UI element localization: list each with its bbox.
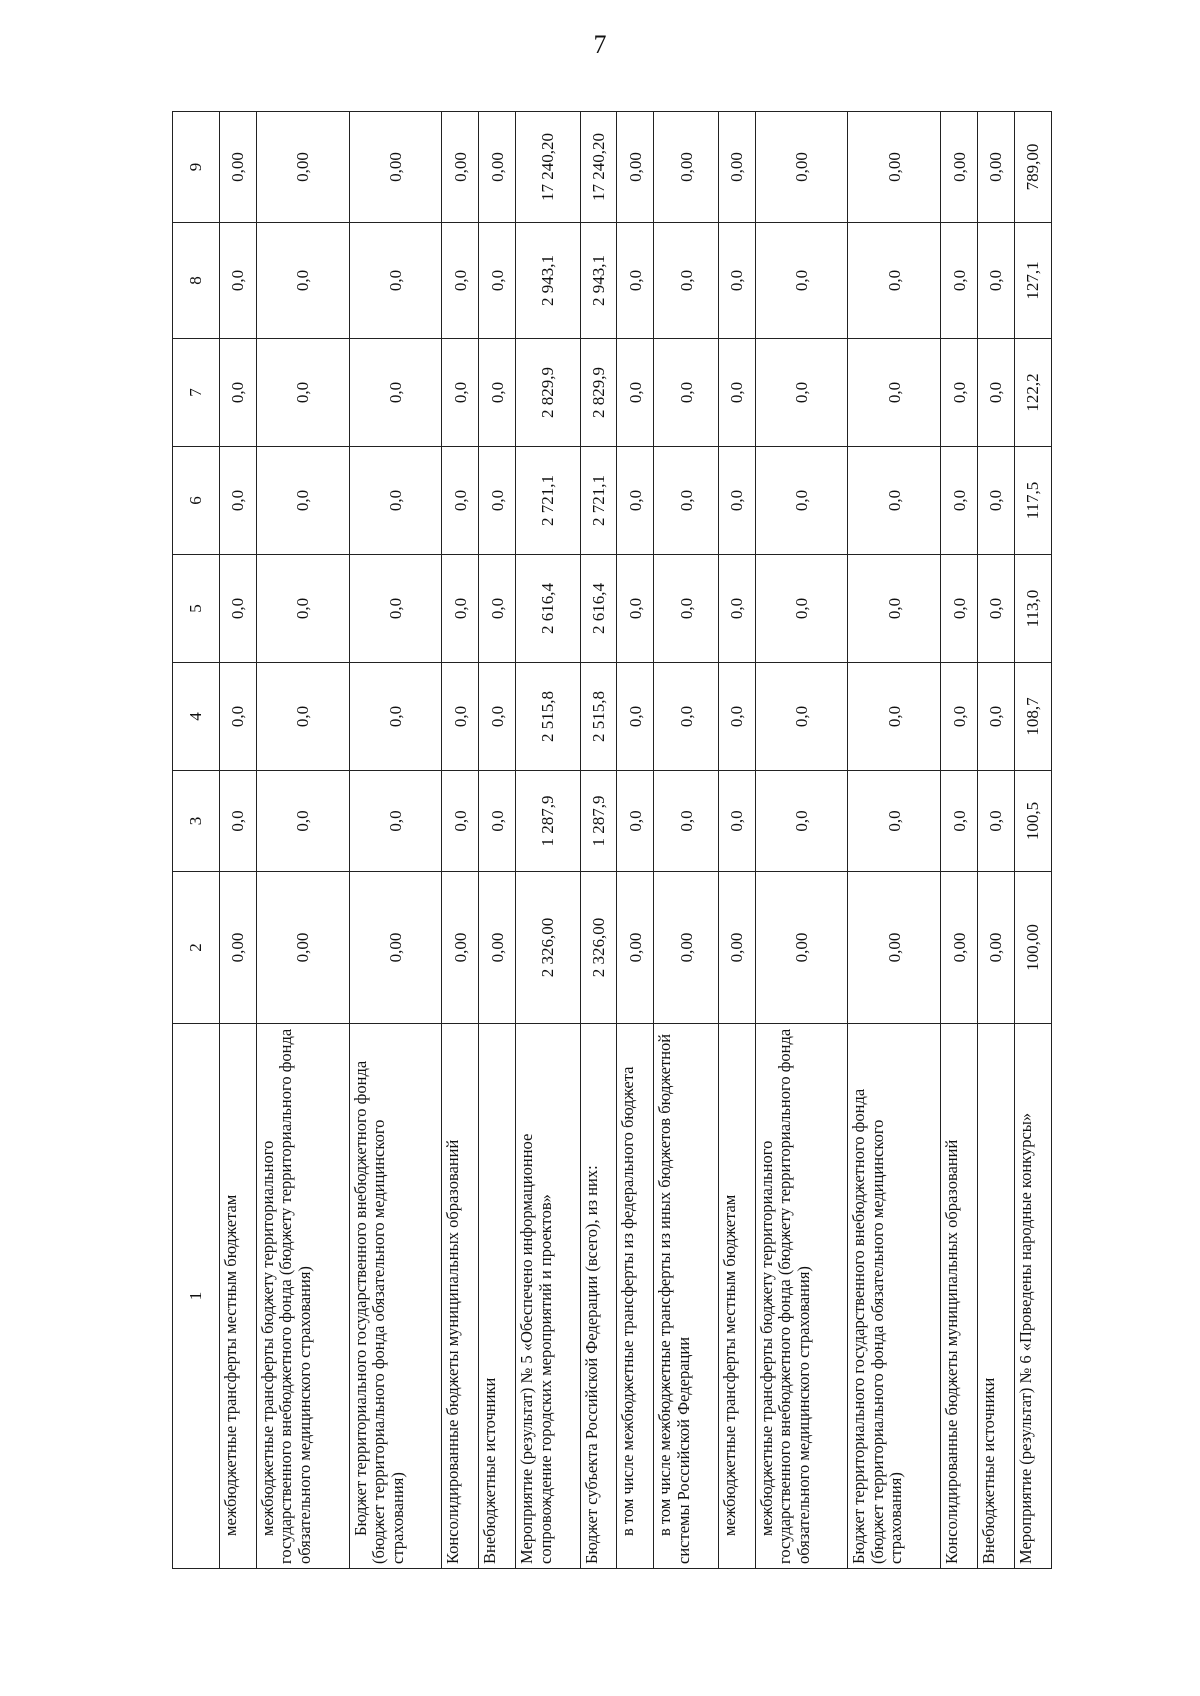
value-cell: 100,5 xyxy=(1014,771,1051,872)
row-label: в том числе межбюджетные трансферты из иных бюджетов бюджетной системы Российской Федерации xyxy=(654,1024,718,1569)
table-row xyxy=(654,112,718,1569)
value-cell: 0,0 xyxy=(718,663,755,771)
value-cell: 0,0 xyxy=(654,447,718,555)
value-cell: 0,00 xyxy=(617,112,654,223)
value-cell: 0,0 xyxy=(941,447,978,555)
page-number: 7 xyxy=(593,30,607,59)
value-cell: 0,0 xyxy=(256,223,349,339)
table-row xyxy=(617,112,654,1569)
column-header: 2 xyxy=(173,872,220,1024)
value-cell: 0,0 xyxy=(848,555,941,663)
value-cell: 127,1 xyxy=(1014,223,1051,339)
value-cell: 0,0 xyxy=(349,771,442,872)
value-cell: 0,0 xyxy=(220,223,257,339)
value-cell: 2 326,00 xyxy=(580,872,617,1024)
value-cell: 0,0 xyxy=(848,771,941,872)
value-cell: 0,0 xyxy=(654,339,718,447)
table-row xyxy=(516,112,580,1569)
value-cell: 0,00 xyxy=(654,872,718,1024)
row-label: межбюджетные трансферты местным бюджетам xyxy=(718,1024,755,1569)
value-cell: 0,00 xyxy=(220,872,257,1024)
value-cell: 0,0 xyxy=(256,663,349,771)
table-row xyxy=(256,112,349,1569)
value-cell: 0,0 xyxy=(755,339,848,447)
value-cell: 100,00 xyxy=(1014,872,1051,1024)
value-cell: 2 616,4 xyxy=(516,555,580,663)
value-cell: 117,5 xyxy=(1014,447,1051,555)
value-cell: 0,0 xyxy=(755,555,848,663)
value-cell: 0,0 xyxy=(755,447,848,555)
value-cell: 0,0 xyxy=(718,771,755,872)
value-cell: 0,0 xyxy=(442,223,479,339)
value-cell: 0,0 xyxy=(654,555,718,663)
value-cell: 0,00 xyxy=(220,112,257,223)
value-cell: 0,00 xyxy=(941,872,978,1024)
value-cell: 0,0 xyxy=(220,663,257,771)
value-cell: 122,2 xyxy=(1014,339,1051,447)
row-label: Бюджет субъекта Российской Федерации (всего), из них: xyxy=(580,1024,617,1569)
value-cell: 0,0 xyxy=(654,771,718,872)
value-cell: 2 829,9 xyxy=(516,339,580,447)
table-row xyxy=(848,112,941,1569)
budget-table xyxy=(172,111,1052,1569)
value-cell: 0,00 xyxy=(755,872,848,1024)
value-cell: 0,0 xyxy=(442,771,479,872)
value-cell: 2 515,8 xyxy=(580,663,617,771)
value-cell: 0,0 xyxy=(718,555,755,663)
value-cell: 0,0 xyxy=(479,223,516,339)
value-cell: 0,0 xyxy=(349,663,442,771)
value-cell: 0,0 xyxy=(978,339,1015,447)
value-cell: 0,0 xyxy=(442,447,479,555)
column-header: 7 xyxy=(173,339,220,447)
row-label: Внебюджетные источники xyxy=(978,1024,1015,1569)
value-cell: 0,0 xyxy=(617,339,654,447)
value-cell: 108,7 xyxy=(1014,663,1051,771)
value-cell: 0,0 xyxy=(755,663,848,771)
value-cell: 0,0 xyxy=(256,447,349,555)
value-cell: 0,0 xyxy=(718,447,755,555)
value-cell: 0,0 xyxy=(617,223,654,339)
row-label: Бюджет территориального государственного внебюджетного фонда (бюджет территориального фонда обязательного медицинского страхования) xyxy=(349,1024,442,1569)
value-cell: 0,0 xyxy=(617,447,654,555)
value-cell: 0,0 xyxy=(349,555,442,663)
value-cell: 113,0 xyxy=(1014,555,1051,663)
rotated-table-frame xyxy=(172,112,1052,1569)
value-cell: 0,0 xyxy=(479,447,516,555)
row-label: Консолидированные бюджеты муниципальных образований xyxy=(442,1024,479,1569)
value-cell: 0,0 xyxy=(256,771,349,872)
value-cell: 0,0 xyxy=(654,223,718,339)
value-cell: 0,0 xyxy=(256,555,349,663)
value-cell: 0,0 xyxy=(941,555,978,663)
table-row xyxy=(978,112,1015,1569)
column-header: 4 xyxy=(173,663,220,771)
value-cell: 0,0 xyxy=(848,339,941,447)
row-label: межбюджетные трансферты бюджету территориального государственного внебюджетного фонда (бюджету территориального фонда обязательного медицинского страхования) xyxy=(256,1024,349,1569)
value-cell: 0,0 xyxy=(718,223,755,339)
value-cell: 0,0 xyxy=(442,555,479,663)
value-cell: 0,0 xyxy=(349,447,442,555)
value-cell: 0,00 xyxy=(848,872,941,1024)
value-cell: 0,0 xyxy=(848,663,941,771)
value-cell: 0,00 xyxy=(654,112,718,223)
row-label: Консолидированные бюджеты муниципальных образований xyxy=(941,1024,978,1569)
value-cell: 0,0 xyxy=(617,663,654,771)
value-cell: 0,00 xyxy=(479,872,516,1024)
value-cell: 0,0 xyxy=(941,663,978,771)
value-cell: 2 326,00 xyxy=(516,872,580,1024)
value-cell: 0,0 xyxy=(978,447,1015,555)
value-cell: 0,0 xyxy=(718,339,755,447)
value-cell: 0,0 xyxy=(941,339,978,447)
table-row xyxy=(349,112,442,1569)
row-label: межбюджетные трансферты бюджету территориального государственного внебюджетного фонда (бюджету территориального фонда обязательного медицинского страхования) xyxy=(755,1024,848,1569)
value-cell: 0,0 xyxy=(220,447,257,555)
value-cell: 0,0 xyxy=(941,223,978,339)
value-cell: 0,0 xyxy=(755,223,848,339)
value-cell: 0,0 xyxy=(978,223,1015,339)
value-cell: 0,0 xyxy=(479,771,516,872)
table-row xyxy=(442,112,479,1569)
value-cell: 2 515,8 xyxy=(516,663,580,771)
value-cell: 789,00 xyxy=(1014,112,1051,223)
column-header: 9 xyxy=(173,112,220,223)
value-cell: 0,0 xyxy=(479,555,516,663)
value-cell: 0,00 xyxy=(442,872,479,1024)
table-row xyxy=(941,112,978,1569)
value-cell: 17 240,20 xyxy=(516,112,580,223)
column-header: 1 xyxy=(173,1024,220,1569)
value-cell: 0,0 xyxy=(442,663,479,771)
value-cell: 0,0 xyxy=(617,771,654,872)
value-cell: 0,0 xyxy=(349,339,442,447)
value-cell: 0,00 xyxy=(442,112,479,223)
value-cell: 0,0 xyxy=(654,663,718,771)
column-header: 3 xyxy=(173,771,220,872)
value-cell: 0,00 xyxy=(718,112,755,223)
value-cell: 17 240,20 xyxy=(580,112,617,223)
value-cell: 0,00 xyxy=(978,112,1015,223)
value-cell: 0,0 xyxy=(978,555,1015,663)
header-row xyxy=(173,112,220,1569)
value-cell: 0,0 xyxy=(755,771,848,872)
row-label: Мероприятие (результат) № 5 «Обеспечено информационное сопровождение городских мероприятий и проектов» xyxy=(516,1024,580,1569)
value-cell: 2 943,1 xyxy=(580,223,617,339)
value-cell: 2 616,4 xyxy=(580,555,617,663)
value-cell: 0,0 xyxy=(617,555,654,663)
value-cell: 0,0 xyxy=(256,339,349,447)
value-cell: 0,00 xyxy=(978,872,1015,1024)
row-label: Внебюджетные источники xyxy=(479,1024,516,1569)
value-cell: 0,00 xyxy=(349,872,442,1024)
table-row xyxy=(755,112,848,1569)
value-cell: 0,0 xyxy=(978,663,1015,771)
value-cell: 0,00 xyxy=(256,872,349,1024)
value-cell: 0,00 xyxy=(349,112,442,223)
row-label: Мероприятие (результат) № 6 «Проведены народные конкурсы» xyxy=(1014,1024,1051,1569)
value-cell: 0,0 xyxy=(941,771,978,872)
value-cell: 2 721,1 xyxy=(580,447,617,555)
row-label: межбюджетные трансферты местным бюджетам xyxy=(220,1024,257,1569)
column-header: 8 xyxy=(173,223,220,339)
value-cell: 2 721,1 xyxy=(516,447,580,555)
value-cell: 2 943,1 xyxy=(516,223,580,339)
value-cell: 0,0 xyxy=(848,447,941,555)
table-row xyxy=(1014,112,1051,1569)
value-cell: 2 829,9 xyxy=(580,339,617,447)
value-cell: 0,00 xyxy=(848,112,941,223)
value-cell: 0,00 xyxy=(941,112,978,223)
value-cell: 1 287,9 xyxy=(580,771,617,872)
value-cell: 0,00 xyxy=(755,112,848,223)
table-row xyxy=(220,112,257,1569)
value-cell: 0,0 xyxy=(220,771,257,872)
row-label: в том числе межбюджетные трансферты из федерального бюджета xyxy=(617,1024,654,1569)
value-cell: 0,0 xyxy=(479,663,516,771)
column-header: 5 xyxy=(173,555,220,663)
column-header: 6 xyxy=(173,447,220,555)
value-cell: 0,00 xyxy=(479,112,516,223)
row-label: Бюджет территориального государственного внебюджетного фонда (бюджет территориального фонда обязательного медицинского страхования) xyxy=(848,1024,941,1569)
table-row xyxy=(479,112,516,1569)
value-cell: 1 287,9 xyxy=(516,771,580,872)
value-cell: 0,0 xyxy=(220,555,257,663)
value-cell: 0,0 xyxy=(220,339,257,447)
value-cell: 0,0 xyxy=(479,339,516,447)
table-row xyxy=(718,112,755,1569)
value-cell: 0,0 xyxy=(442,339,479,447)
table-row xyxy=(580,112,617,1569)
value-cell: 0,0 xyxy=(848,223,941,339)
value-cell: 0,0 xyxy=(978,771,1015,872)
value-cell: 0,00 xyxy=(256,112,349,223)
value-cell: 0,0 xyxy=(349,223,442,339)
value-cell: 0,00 xyxy=(718,872,755,1024)
value-cell: 0,00 xyxy=(617,872,654,1024)
